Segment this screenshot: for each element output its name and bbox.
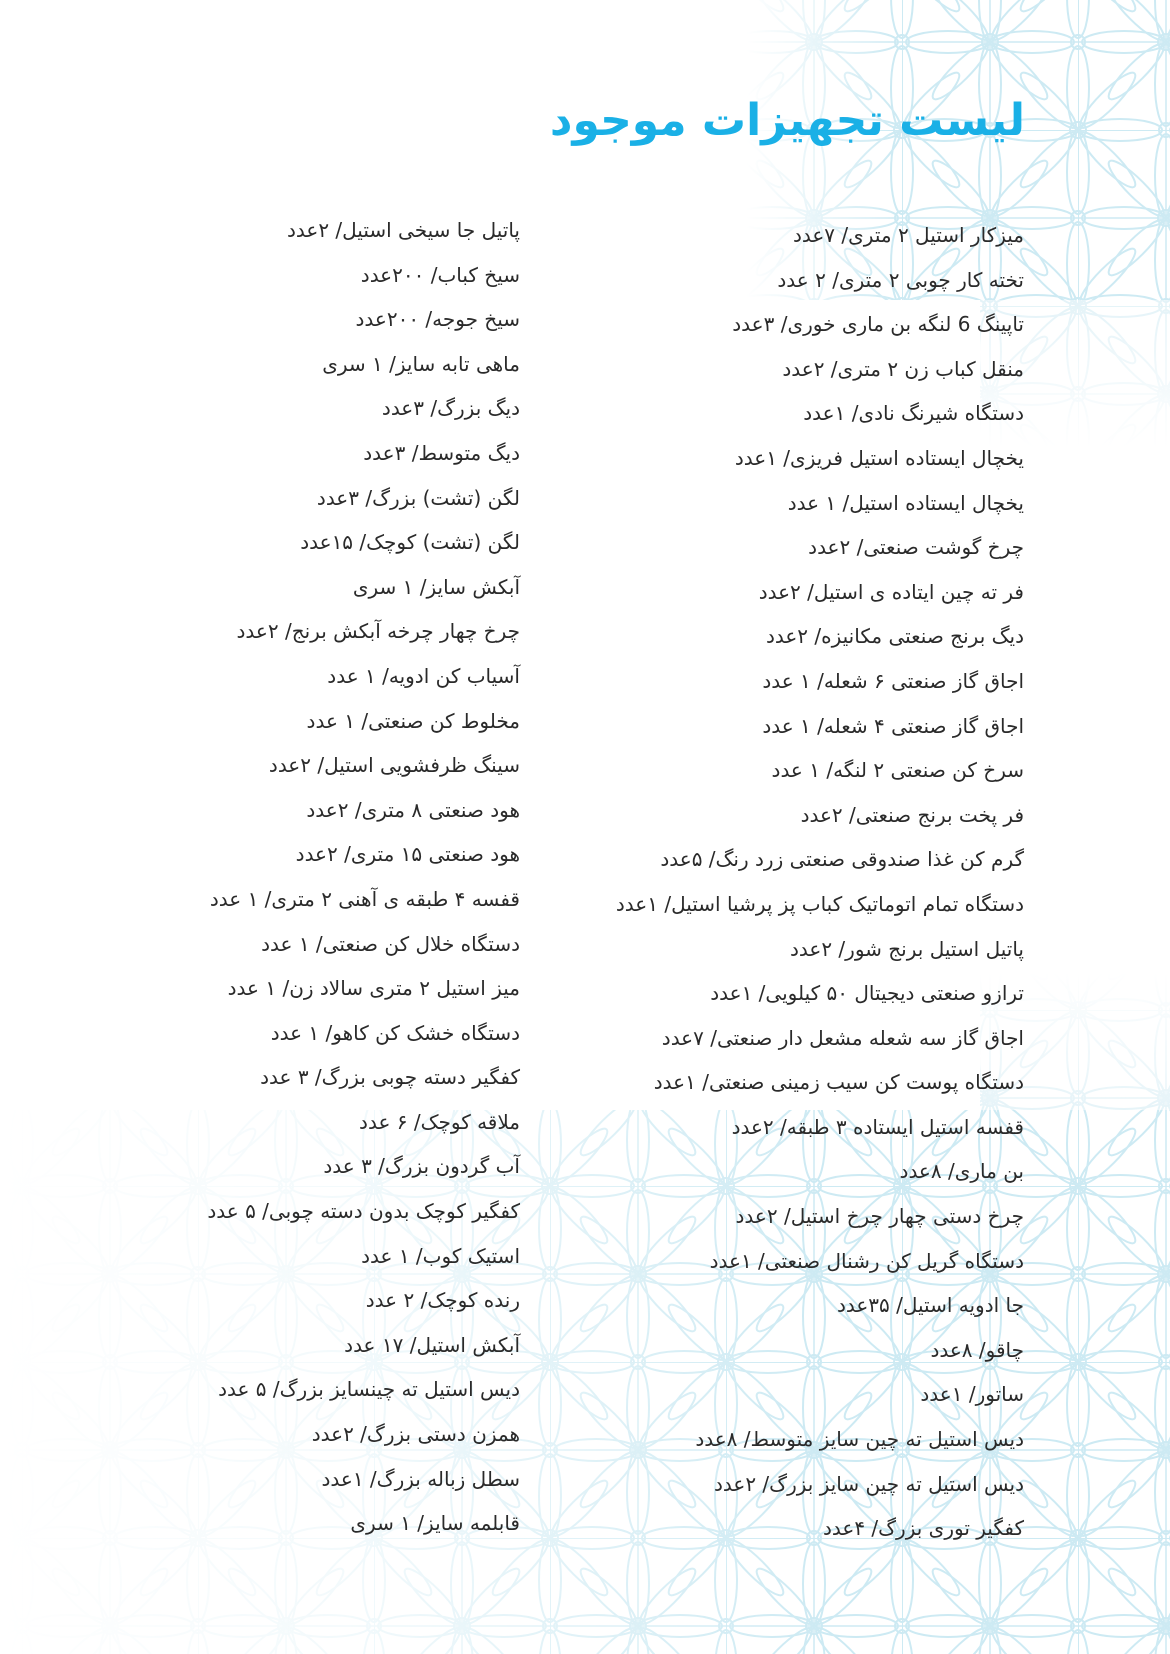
- equipment-item: اجاق گاز سه شعله مشعل دار صنعتی/ ۷عدد: [661, 1025, 1024, 1050]
- equipment-item: بن ماری/ ۸عدد: [899, 1159, 1024, 1184]
- equipment-item: یخچال ایستاده استیل فریزی/ ۱عدد: [734, 445, 1024, 470]
- equipment-item: آبکش سایز/ ۱ سری: [352, 574, 520, 599]
- equipment-item: قابلمه سایز/ ۱ سری: [350, 1511, 520, 1536]
- equipment-item: مخلوط کن صنعتی/ ۱ عدد: [306, 708, 520, 733]
- equipment-item: چرخ چهار چرخه آبکش برنج/ ۲عدد: [236, 619, 520, 644]
- equipment-item: دیگ بزرگ/ ۳عدد: [381, 396, 520, 421]
- equipment-item: اجاق گاز صنعتی ۶ شعله/ ۱ عدد: [762, 668, 1024, 693]
- equipment-item: دستگاه خلال کن صنعتی/ ۱ عدد: [261, 931, 520, 956]
- equipment-item: چاقو/ ۸عدد: [930, 1337, 1024, 1362]
- equipment-item: استیک کوب/ ۱ عدد: [361, 1243, 520, 1268]
- equipment-item: سیخ کباب/ ۲۰۰عدد: [360, 262, 520, 287]
- equipment-item: منقل کباب زن ۲ متری/ ۲عدد: [782, 356, 1024, 381]
- equipment-item: دیس استیل ته چین سایز متوسط/ ۸عدد: [695, 1427, 1024, 1452]
- equipment-item: سیخ جوجه/ ۲۰۰عدد: [355, 307, 520, 332]
- equipment-item: هود صنعتی ۱۵ متری/ ۲عدد: [295, 842, 520, 867]
- equipment-item: دیگ متوسط/ ۳عدد: [363, 440, 520, 465]
- equipment-item: کفگیر توری بزرگ/ ۴عدد: [822, 1516, 1024, 1541]
- equipment-item: یخچال ایستاده استیل/ ۱ عدد: [787, 490, 1024, 515]
- equipment-item: چرخ دستی چهار چرخ استیل/ ۲عدد: [735, 1204, 1024, 1229]
- equipment-item: پاتیل جا سیخی استیل/ ۲عدد: [286, 218, 520, 242]
- equipment-item: دیس استیل ته چینسایز بزرگ/ ۵ عدد: [218, 1377, 520, 1402]
- equipment-list-right: [554, 213, 1024, 1551]
- equipment-item: همزن دستی بزرگ/ ۲عدد: [311, 1422, 520, 1447]
- equipment-item: تاپینگ 6 لنگه بن ماری خوری/ ۳عدد: [732, 312, 1024, 337]
- equipment-item: آبکش استیل/ ۱۷ عدد: [344, 1332, 520, 1357]
- equipment-item: آب گردون بزرگ/ ۳ عدد: [323, 1154, 520, 1179]
- equipment-item: سطل زباله بزرگ/ ۱عدد: [321, 1466, 520, 1491]
- equipment-item: سینگ ظرفشویی استیل/ ۲عدد: [268, 753, 520, 778]
- equipment-item: گرم کن غذا صندوقی صنعتی زرد رنگ/ ۵عدد: [660, 847, 1024, 872]
- page-title: لیست تجهیزات موجود: [549, 95, 1025, 146]
- equipment-item: سرخ کن صنعتی ۲ لنگه/ ۱ عدد: [771, 758, 1024, 783]
- equipment-item: اجاق گاز صنعتی ۴ شعله/ ۱ عدد: [762, 713, 1024, 738]
- equipment-item: میز استیل ۲ متری سالاد زن/ ۱ عدد: [227, 976, 520, 1001]
- equipment-item: فر ته چین ایتاده ی استیل/ ۲عدد: [758, 579, 1024, 604]
- equipment-item: ساتور/ ۱عدد: [920, 1382, 1024, 1407]
- equipment-item: دیگ برنج صنعتی مکانیزه/ ۲عدد: [765, 624, 1024, 649]
- equipment-item: کفگیر کوچک بدون دسته چوبی/ ۵ عدد: [207, 1199, 520, 1224]
- equipment-item: جا ادویه استیل/ ۳۵عدد: [836, 1293, 1024, 1318]
- equipment-item: قفسه ۴ طبقه ی آهنی ۲ متری/ ۱ عدد: [209, 886, 520, 911]
- equipment-item: دستگاه پوست کن سیب زمینی صنعتی/ ۱عدد: [653, 1070, 1024, 1095]
- equipment-item: لگن (تشت) کوچک/ ۱۵عدد: [300, 530, 520, 555]
- equipment-item: رنده کوچک/ ۲ عدد: [365, 1288, 520, 1313]
- equipment-item: چرخ گوشت صنعتی/ ۲عدد: [808, 535, 1024, 560]
- equipment-item: ماهی تابه سایز/ ۱ سری: [322, 351, 520, 376]
- equipment-item: لگن (تشت) بزرگ/ ۳عدد: [316, 485, 520, 510]
- equipment-item: هود صنعتی ۸ متری/ ۲عدد: [306, 797, 520, 822]
- equipment-item: پاتیل استیل برنج شور/ ۲عدد: [789, 936, 1024, 961]
- equipment-item: تخته کار چوبی ۲ متری/ ۲ عدد: [777, 267, 1024, 292]
- equipment-item: دستگاه خشک کن کاهو/ ۱ عدد: [270, 1020, 520, 1045]
- equipment-item: دستگاه تمام اتوماتیک کباب پز پرشیا استیل/ ۱عدد: [615, 891, 1024, 916]
- equipment-item: آسیاب کن ادویه/ ۱ عدد: [327, 663, 520, 688]
- equipment-item: دستگاه گریل کن رشنال صنعتی/ ۱عدد: [709, 1248, 1024, 1273]
- equipment-item: دستگاه شیرنگ نادی/ ۱عدد: [803, 401, 1024, 426]
- equipment-item: ملاقه کوچک/ ۶ عدد: [359, 1109, 520, 1134]
- equipment-item: دیس استیل ته چین سایز بزرگ/ ۲عدد: [713, 1471, 1024, 1496]
- equipment-item: قفسه استیل ایستاده ۳ طبقه/ ۲عدد: [731, 1114, 1024, 1139]
- equipment-item: فر پخت برنج صنعتی/ ۲عدد: [800, 802, 1024, 827]
- equipment-item: ترازو صنعتی دیجیتال ۵۰ کیلویی/ ۱عدد: [710, 981, 1024, 1006]
- equipment-list-left: [120, 208, 520, 1546]
- equipment-item: کفگیر دسته چوبی بزرگ/ ۳ عدد: [260, 1065, 520, 1090]
- equipment-item: میزکار استیل ۲ متری/ ۷عدد: [792, 223, 1024, 247]
